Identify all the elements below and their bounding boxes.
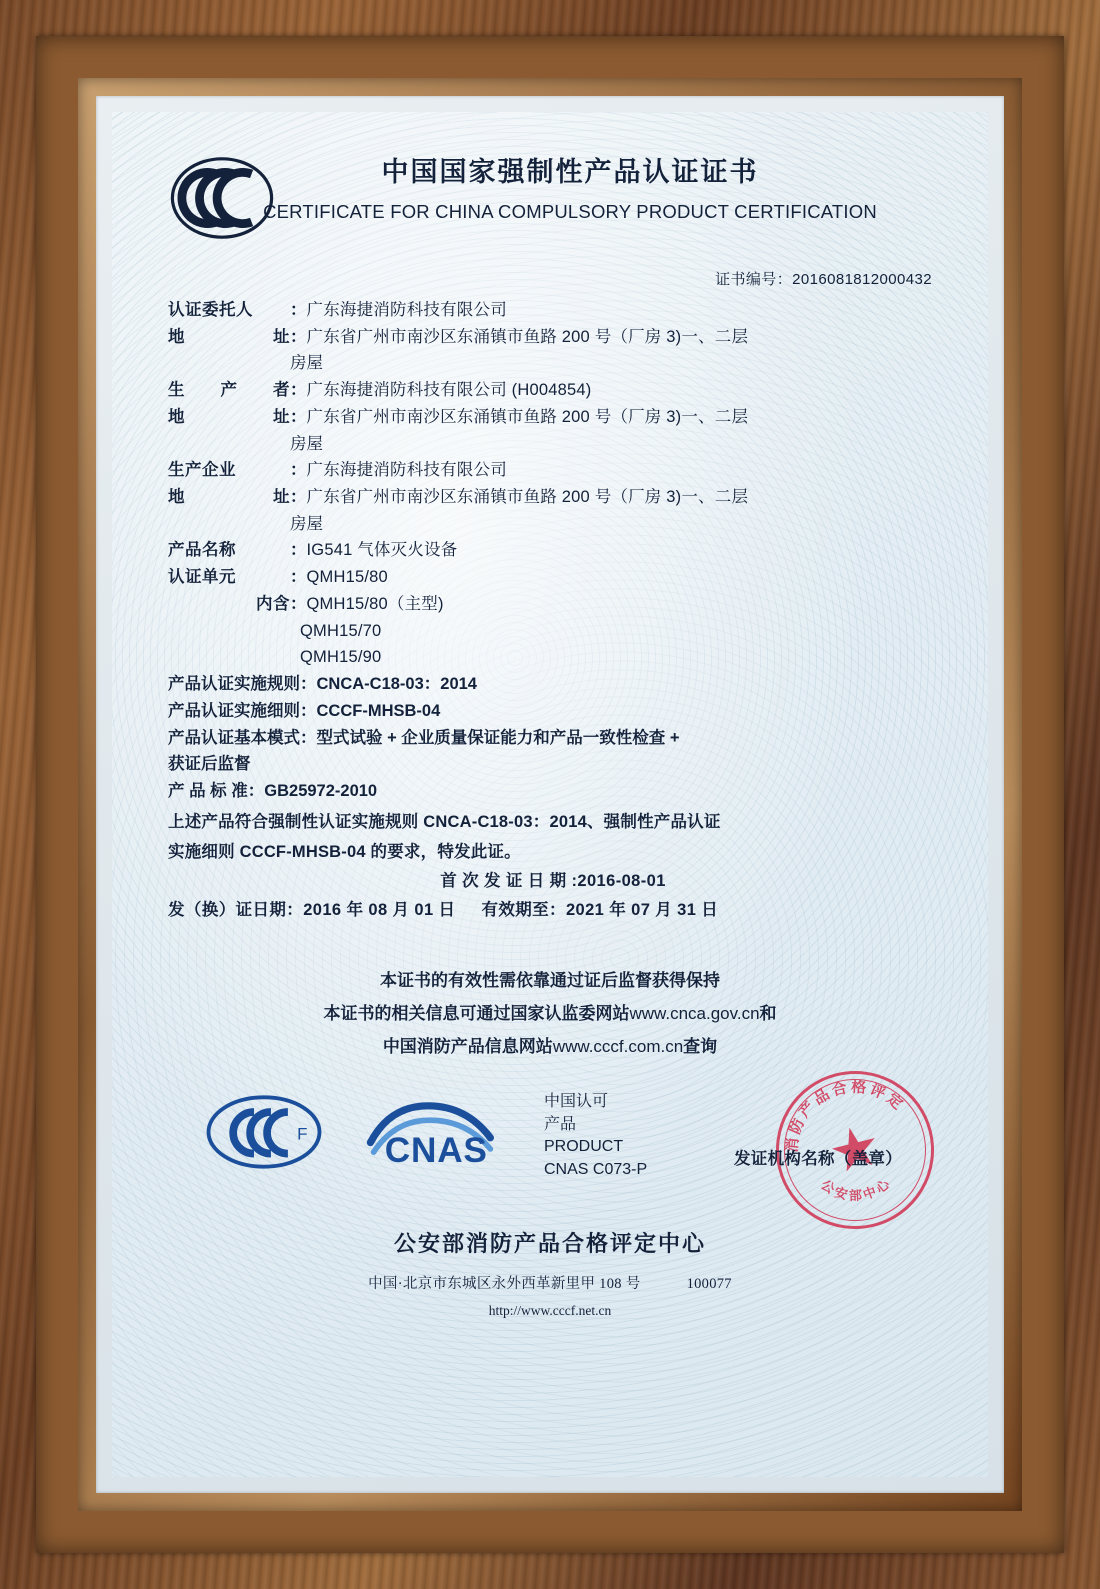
field-factory-address: 地 址 ： 广东省广州市南沙区东涌镇市鱼路 200 号（厂房 3)一、二层 [168, 484, 938, 511]
note-line-1: 本证书的有效性需依靠通过证后监督获得保持 [380, 970, 720, 990]
cnas-logo-icon [364, 1093, 524, 1173]
svg-text:消防产品合格评定: 消防产品合格评定 [783, 1078, 908, 1154]
field-cert-unit [168, 564, 938, 591]
compliance-statement-line-1: 上述产品符合强制性认证实施规则 CNCA-C18-03：2014、强制性产品认证 [168, 812, 721, 831]
field-implementation-rule-label: 产品认证实施规则： [168, 675, 317, 694]
colon: ： [290, 568, 307, 587]
first-issue-date [168, 868, 938, 895]
field-product-name-label: 产品名称 [168, 541, 236, 560]
first-issue-date-label: 首 次 发 证 日 期 : [440, 872, 578, 891]
svg-text:公安部中心: 公安部中心 [818, 1174, 895, 1204]
field-factory-label: 生产企业 [168, 461, 236, 480]
field-implementation-detail-label: 产品认证实施细则： [168, 701, 317, 720]
ccc-logo-icon [170, 156, 274, 240]
field-basic-mode [168, 725, 938, 752]
field-implementation-detail [168, 698, 938, 725]
issue-and-expiry [168, 897, 938, 924]
field-applicant-address-value-cont: 房屋 [290, 354, 323, 373]
compliance-statement-line-2: 实施细则 CCCF-MHSB-04 的要求，特发此证。 [168, 843, 521, 862]
footer-website[interactable]: http://www.cccf.net.cn [488, 1302, 612, 1318]
page-title: 中国国家强制性产品认证证书 [381, 157, 759, 187]
issuing-organization: 公安部消防产品合格评定中心 [393, 1230, 706, 1256]
cnas-text-line-1: 中国认可 [544, 1092, 609, 1110]
field-basic-mode-cont: 获证后监督 [168, 755, 251, 774]
logos-row [146, 1078, 954, 1209]
cnas-accreditation-text [544, 1091, 647, 1182]
field-cert-unit-label: 认证单元 [168, 568, 236, 587]
certificate-notes [146, 964, 954, 1063]
colon: ： [290, 488, 307, 507]
footer-postcode: 100077 [686, 1275, 732, 1292]
certificate-number-value: 2016081812000432 [792, 271, 932, 288]
colon: ： [290, 327, 307, 346]
svg-text:F: F [297, 1124, 308, 1144]
colon: ： [290, 407, 307, 426]
field-contains [168, 644, 938, 671]
field-applicant-value: 广东海捷消防科技有限公司 [306, 301, 507, 319]
field-product-name-value: IG541 气体灭火设备 [306, 541, 458, 560]
field-product-standard-label: 产 品 标 准： [168, 781, 265, 800]
note-line-3-suffix: 查询 [683, 1036, 718, 1056]
cccf-website-link[interactable]: www.cccf.com.cn [552, 1036, 684, 1056]
expiry-date-value: 2021 年 07 月 31 日 [565, 900, 719, 919]
expiry-date-label: 有效期至： [481, 900, 566, 919]
svg-text:CNAS: CNAS [384, 1130, 488, 1170]
issue-date-label: 发（换）证日期： [168, 900, 304, 919]
note-line-2-suffix: 和 [759, 1003, 777, 1023]
first-issue-date-value: 2016-08-01 [577, 872, 666, 891]
field-factory-address-value: 广东省广州市南沙区东涌镇市鱼路 200 号（厂房 3)一、二层 [306, 488, 749, 507]
colon: ： [290, 541, 307, 560]
field-product-standard-value: GB25972-2010 [264, 781, 378, 800]
field-product-standard [168, 778, 938, 805]
field-contains-item: QMH15/90 [300, 648, 382, 667]
certificate-document [112, 112, 988, 1477]
field-contains-item: QMH15/80（主型) [306, 594, 444, 613]
ccc-f-mark-icon [206, 1095, 322, 1169]
cnas-text-line-3: PRODUCT [544, 1138, 624, 1156]
note-line-2 [146, 997, 954, 1030]
field-contains-item: QMH15/70 [300, 621, 382, 640]
field-implementation-rule-value: CNCA-C18-03：2014 [316, 675, 477, 694]
field-factory-value: 广东海捷消防科技有限公司 [306, 461, 507, 480]
note-line-3 [146, 1030, 954, 1063]
certificate-header [146, 150, 954, 258]
field-product-name [168, 537, 938, 564]
field-cert-unit-value: QMH15/80 [306, 568, 388, 587]
cnas-text-line-4: CNAS C073-P [544, 1161, 648, 1179]
colon: ： [290, 381, 307, 400]
certificate-footer [146, 1227, 954, 1319]
field-implementation-detail-value: CCCF-MHSB-04 [316, 701, 441, 720]
page-subtitle: CERTIFICATE FOR CHINA COMPULSORY PRODUCT CERTIFICATION [263, 201, 877, 222]
field-basic-mode-label: 产品认证基本模式： [168, 728, 317, 747]
issuer-signature-label: 发证机构名称（盖章） [734, 1149, 902, 1168]
certificate-fields [146, 297, 954, 924]
field-manufacturer: 生 产 者 ： 广东海捷消防科技有限公司 (H004854) [168, 377, 938, 404]
issue-date-value: 2016 年 08 月 01 日 [303, 900, 456, 919]
cnas-text-line-2: 产品 [544, 1115, 577, 1133]
field-contains [168, 618, 938, 645]
certificate-number [146, 268, 954, 289]
field-factory [168, 457, 938, 484]
field-applicant-label: 认证委托人 [168, 301, 253, 319]
footer-address [146, 1272, 954, 1293]
field-manufacturer-address-value: 广东省广州市南沙区东涌镇市鱼路 200 号（厂房 3)一、二层 [306, 407, 749, 426]
field-applicant [168, 297, 938, 324]
note-line-2-prefix: 本证书的相关信息可通过国家认监委网站 [323, 1003, 630, 1023]
certificate-number-label: 证书编号： [715, 271, 793, 288]
footer-address-text: 中国·北京市东城区永外西革新里甲 108 号 [368, 1275, 641, 1292]
field-contains-label: 内含 [256, 594, 290, 613]
note-line-3-prefix: 中国消防产品信息网站 [382, 1036, 553, 1056]
colon: ： [290, 301, 307, 319]
colon: ： [290, 594, 307, 613]
colon: ： [290, 461, 307, 480]
field-applicant-address: 地 址 ： 广东省广州市南沙区东涌镇市鱼路 200 号（厂房 3)一、二层 [168, 324, 938, 351]
cnca-website-link[interactable]: www.cnca.gov.cn [629, 1003, 760, 1023]
field-factory-address-value-cont: 房屋 [290, 514, 323, 533]
field-applicant-address-value: 广东省广州市南沙区东涌镇市鱼路 200 号（厂房 3)一、二层 [306, 327, 749, 346]
field-manufacturer-address: 地 址 ： 广东省广州市南沙区东涌镇市鱼路 200 号（厂房 3)一、二层 [168, 404, 938, 431]
field-basic-mode-value: 型式试验 + 企业质量保证能力和产品一致性检查 + [316, 728, 680, 747]
field-manufacturer-address-value-cont: 房屋 [290, 434, 323, 453]
field-contains [168, 591, 938, 618]
field-implementation-rule [168, 671, 938, 698]
field-manufacturer-value: 广东海捷消防科技有限公司 (H004854) [306, 381, 592, 400]
